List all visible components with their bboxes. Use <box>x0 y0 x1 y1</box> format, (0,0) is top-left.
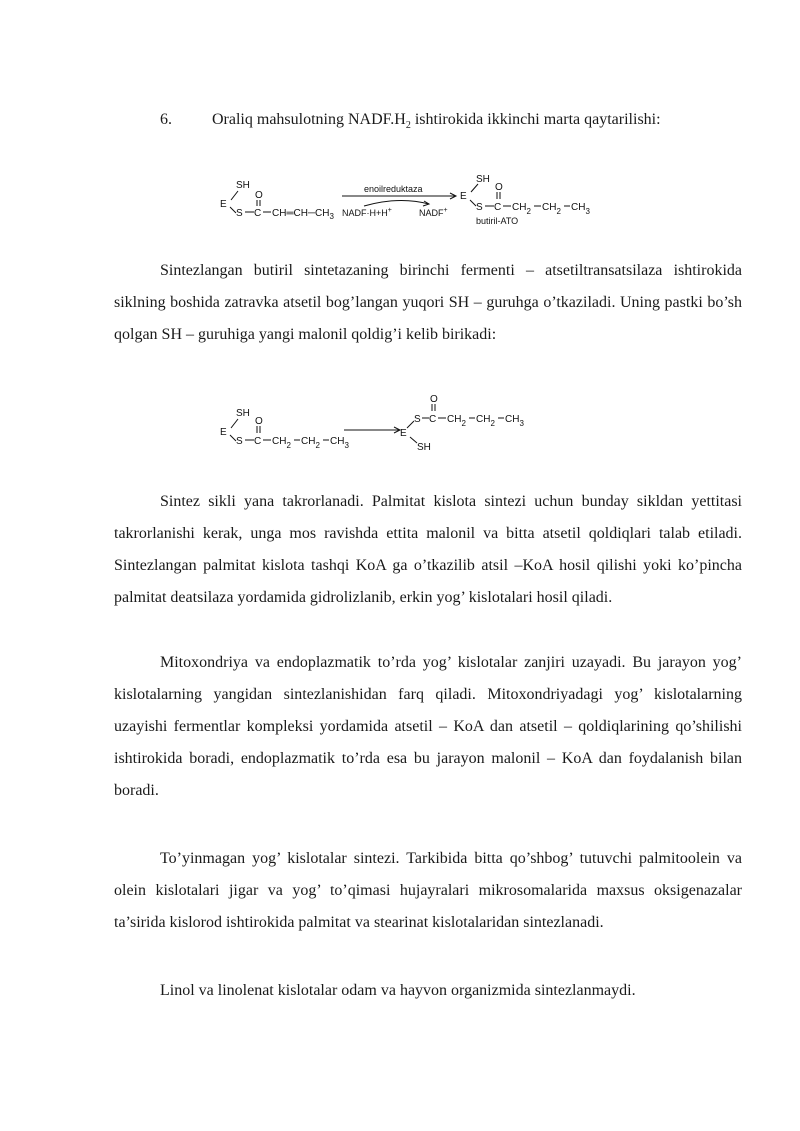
eq2-product-o: O <box>430 394 438 405</box>
paragraph-cycle-repeat-text: Sintez sikli yana takrorlanadi. Palmitat kislota sintezi uchun bunday sikldan yettitasi takrorlanishi kerak, unga mos ravishda ettita malonil va bitta atsetil qoldiqlari talab etiladi. Sintezlangan palmitat kislota tashqi KoA ga o’tkazilib atsil –KoA hosil qilishi yoki ko’pincha palmitat deatsilaza yordamida gidrolizlanib, erkin yog’ kislotalari hosil qiladi. <box>114 493 742 606</box>
paragraph-transfer-text: Sintezlangan butiril sintetazaning birinchi fermenti – atsetiltransatsilaza ishtirokida siklning boshida zatravka atsetil bog’langan yuqori SH – guruhga o’tkaziladi. Uning pastki bo’sh qolgan SH – guruhiga yangi malonil qoldig’i kelib birikadi: <box>114 262 742 343</box>
eq1-product-label: butiril-ATO <box>476 216 519 226</box>
eq2-e: E <box>220 427 227 438</box>
paragraph-unsaturated <box>114 843 742 939</box>
paragraph-linoleic-text: Linol va linolenat kislotalar odam va hayvon organizmida sintezlanmaydi. <box>160 982 636 999</box>
eq2-product-ch2-b: $CH_2$ <box>476 414 495 428</box>
eq2-product-s-top: S <box>414 414 421 425</box>
paragraph-linoleic <box>114 975 742 1007</box>
step-text-sub: 2 <box>405 120 411 132</box>
eq1-product-c: C <box>494 202 502 213</box>
paragraph-unsaturated-text: To’yinmagan yog’ kislotalar sintezi. Tarkibida bitta qo’shbog’ tutuvchi palmitoolein va olein kislotalari jigar va yog’ to’qimasi hujayralari mikrosomalarida maxsus oksigenazalar ta’sirida kislorod ishtirokida palmitat va stearinat kislotalaridan sintezlanadi. <box>114 850 742 931</box>
eq1-product-o: O <box>495 182 503 193</box>
eq1-e-label: E <box>220 199 227 210</box>
eq1-o-label: O <box>255 190 263 201</box>
eq2-c: C <box>254 436 262 447</box>
eq1-product-ch2-b: $CH_2$ <box>542 202 561 216</box>
eq1-product-ch2-a: $CH_2$ <box>512 202 531 216</box>
eq1-enzyme: enoilreduktaza <box>364 184 423 194</box>
eq2-product-c: C <box>429 414 437 425</box>
paragraph-elongation <box>114 647 742 807</box>
eq1-product-sh: SH <box>476 174 490 185</box>
paragraph-cycle-repeat <box>114 486 742 614</box>
eq1-chain: $CH═CH─CH_3$ <box>272 208 334 221</box>
eq2-ch3: $CH_3$ <box>330 436 349 450</box>
eq2-sh-top: SH <box>236 408 250 419</box>
paragraph-transfer <box>114 255 742 351</box>
reaction-scheme-1 <box>214 170 594 232</box>
eq2-product-e: E <box>400 428 407 439</box>
paragraph-step-6 <box>114 104 742 142</box>
eq1-product-ch3: $CH_3$ <box>571 202 590 216</box>
eq2-product-ch2-a: $CH_2$ <box>447 414 466 428</box>
step-text-b: ishtirokida ikkinchi marta qaytarilishi: <box>410 111 661 128</box>
eq1-cofactor-in: NADF·H+H+ <box>342 207 392 218</box>
eq2-ch2-a: $CH_2$ <box>272 436 291 450</box>
reaction-scheme-2 <box>214 392 534 454</box>
eq2-o: O <box>255 416 263 427</box>
eq1-sh-label: SH <box>236 180 250 191</box>
eq1-product-e: E <box>460 191 467 202</box>
paragraph-elongation-text: Mitoxondriya va endoplazmatik to’rda yog’ kislotalar zanjiri uzayadi. Bu jarayon yog’ kislotalarning yangidan sintezlanishidan farq qiladi. Mitoxondriyadagi yog’ kislotalarning uzayishi fermentlar kompleksi yordamida atsetil – KoA dan atsetil – qoldiqlarining qo’shilishi ishtirokida boradi, endoplazmatik to’rda esa bu jarayon malonil – KoA dan foydalanish bilan boradi. <box>114 654 742 799</box>
eq2-product-ch3: $CH_3$ <box>505 414 524 428</box>
step-text-a: Oraliq mahsulotning NADF.H <box>212 111 406 128</box>
eq2-product-sh: SH <box>417 442 431 453</box>
eq1-c-label: C <box>254 208 262 219</box>
eq2-ch2-b: $CH_2$ <box>301 436 320 450</box>
eq2-s: S <box>236 436 243 447</box>
eq1-product-s: S <box>476 202 483 213</box>
eq1-cofactor-out: NADF+ <box>419 207 448 218</box>
step-number: 6. <box>160 111 172 128</box>
eq1-s-label: S <box>236 208 243 219</box>
